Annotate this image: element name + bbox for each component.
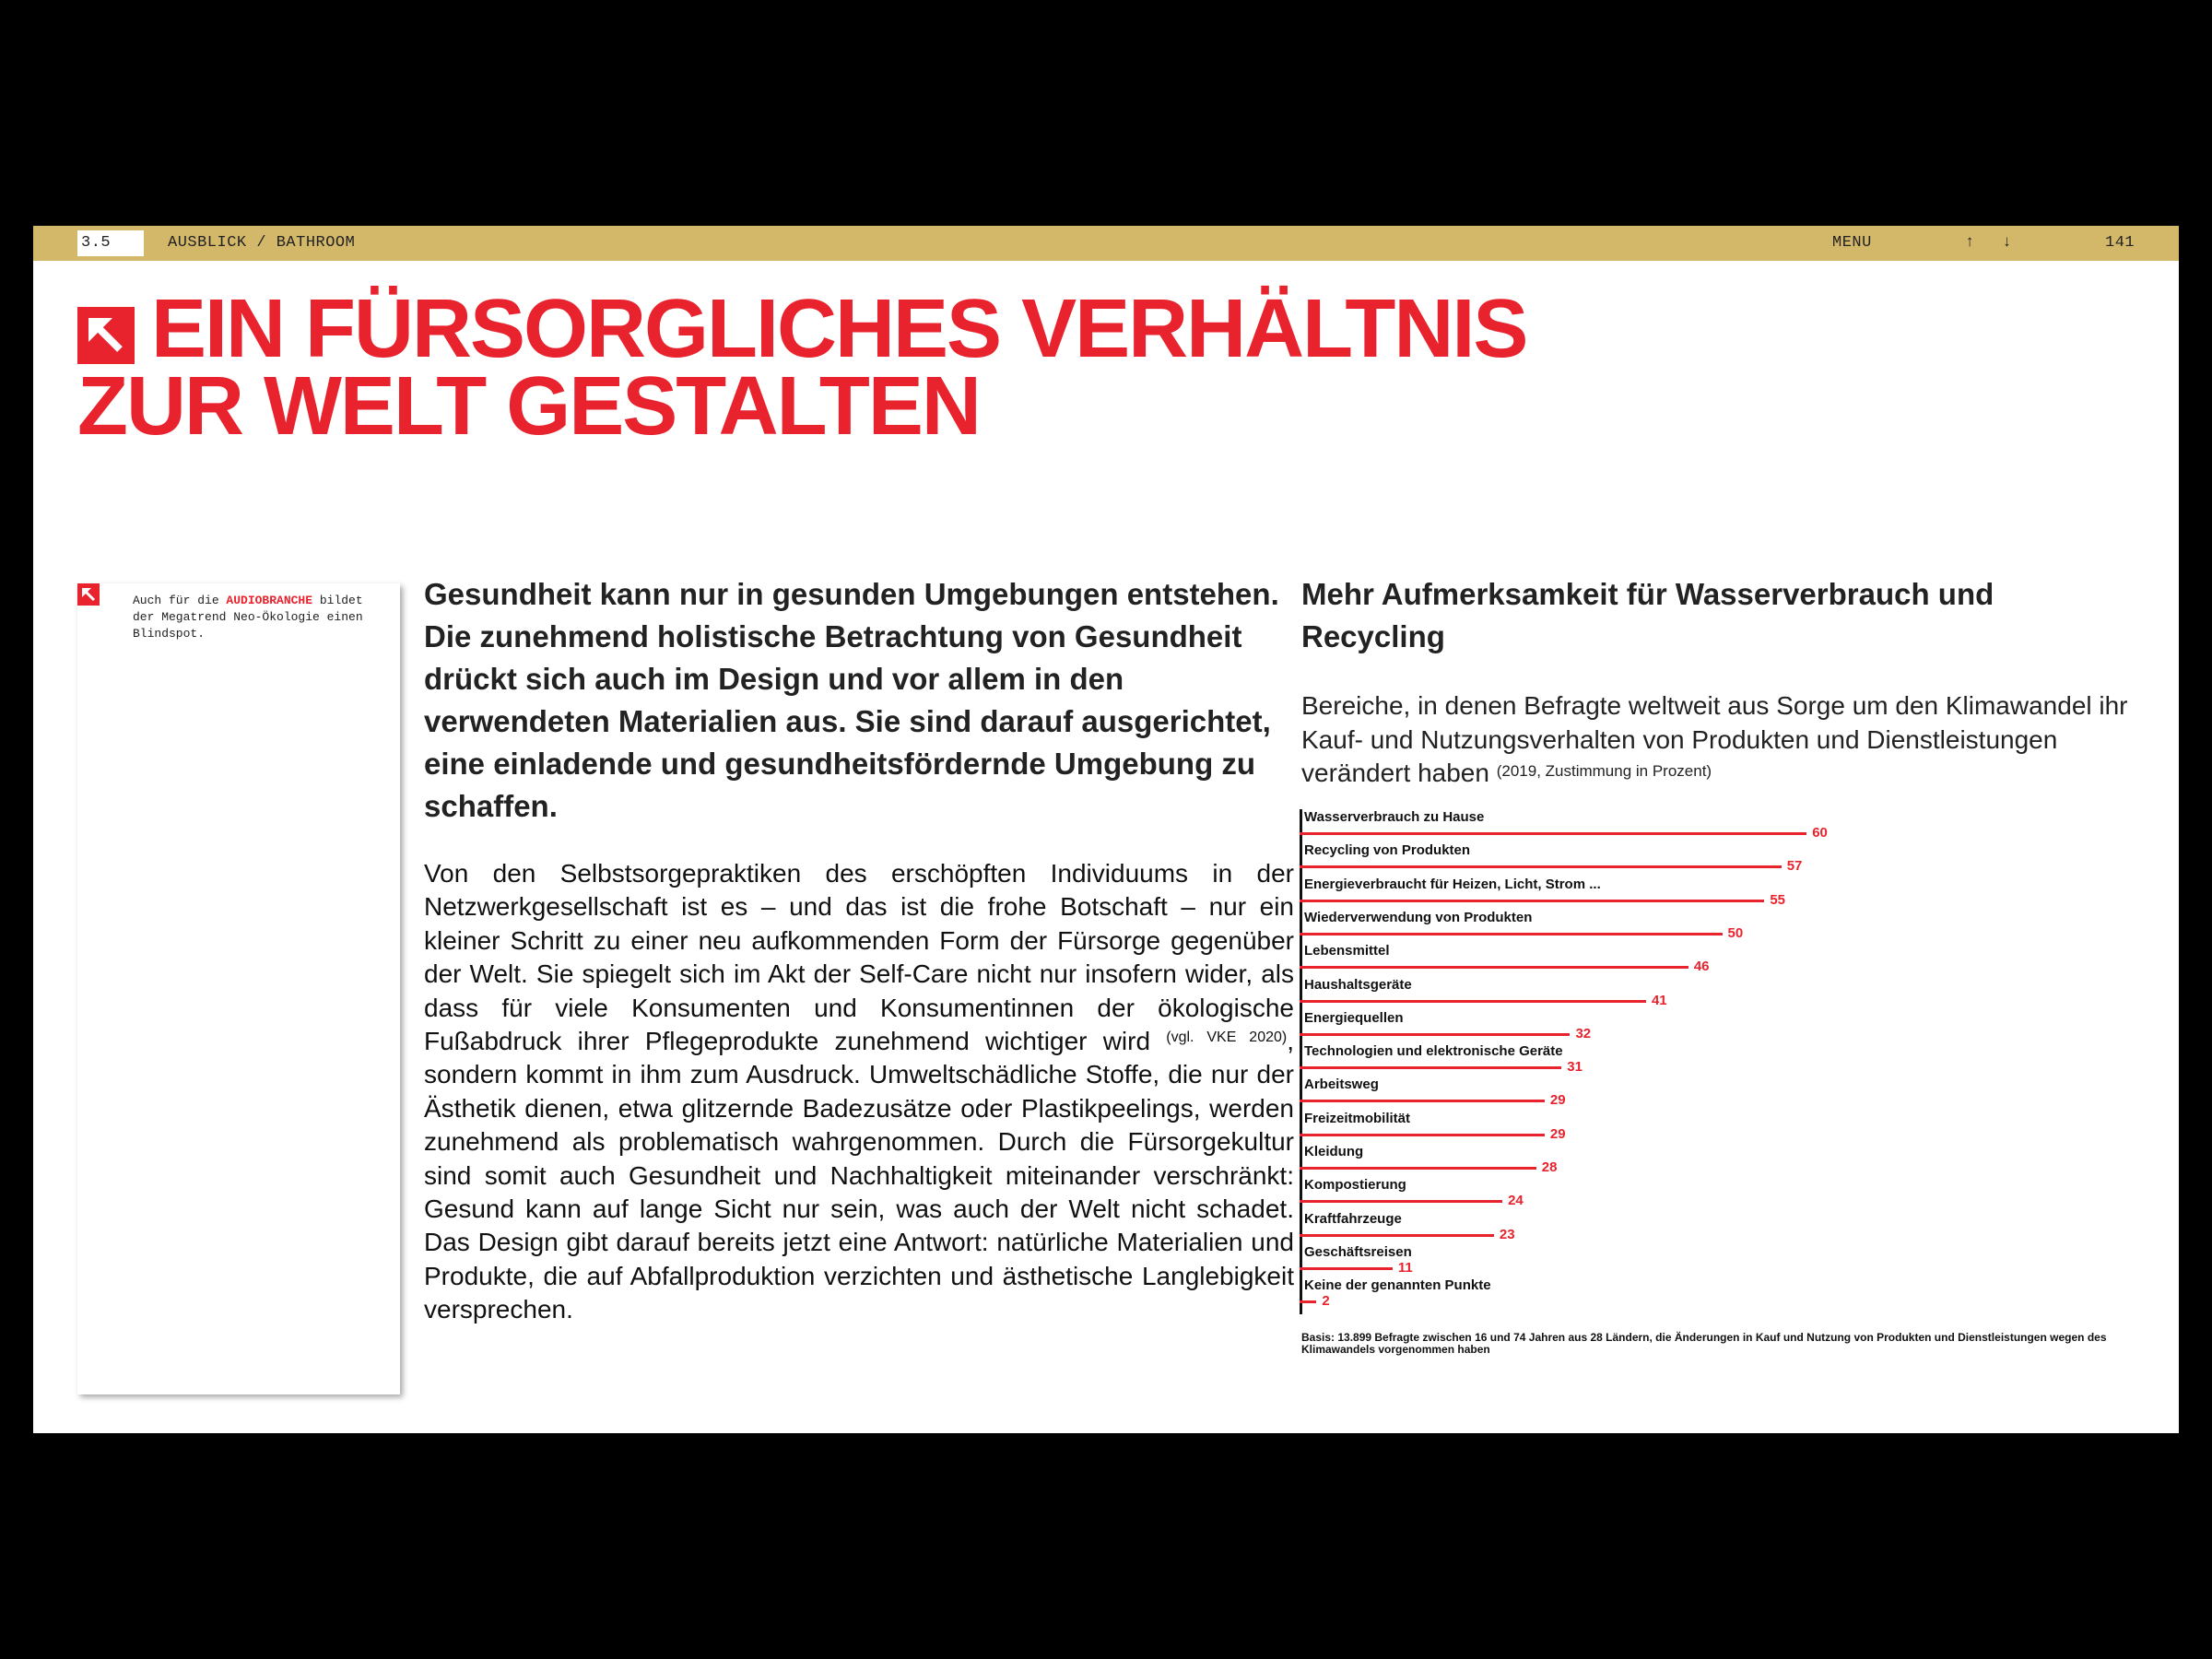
- page-headline: [77, 283, 1552, 453]
- bar: [1300, 1134, 1545, 1136]
- bar: [1300, 1200, 1502, 1203]
- bar-value-label: 46: [1693, 959, 1710, 975]
- bar-value-label: 41: [1651, 992, 1667, 1008]
- bar-value-label: 32: [1575, 1025, 1592, 1041]
- chart-row: [1300, 842, 1963, 876]
- bar-value-label: 29: [1549, 1092, 1566, 1109]
- bar-label: Wiederverwendung von Produkten: [1304, 909, 1533, 925]
- bar: [1300, 966, 1688, 969]
- chart-subtitle: Bereiche, in denen Befragte weltweit aus Sorge um den Klimawandel ihr Kauf- und Nutzungsverhalten von Produkten und Dienstleistungen verändert haben $^{(2019, Zustimmung in Prozent)}$: [1301, 691, 2128, 787]
- chart-subtitle-note: (2019, Zustimmung in Prozent): [1496, 762, 1712, 780]
- side-note-card: [77, 583, 400, 1394]
- page-nav-arrows[interactable]: ↑ ↓: [1965, 234, 2021, 252]
- bar: [1300, 1100, 1545, 1102]
- bar-label: Keine der genannten Punkte: [1304, 1277, 1491, 1294]
- bar-label: Energiequellen: [1304, 1009, 1404, 1026]
- bar-value-label: 11: [1397, 1259, 1413, 1276]
- headline-line-1: EIN FÜRSORGLICHES VERHÄLTNIS: [151, 283, 1527, 375]
- bar-value-label: 23: [1499, 1226, 1515, 1242]
- bar: [1300, 865, 1782, 868]
- chart-row: [1300, 1077, 1963, 1110]
- bar-label: Haushaltsgeräte: [1304, 976, 1412, 993]
- bar: [1300, 1267, 1393, 1270]
- chart-row: [1300, 943, 1963, 976]
- bar-label: Technologien und elektronische Geräte: [1304, 1043, 1563, 1060]
- bar-value-label: 29: [1549, 1125, 1566, 1142]
- chart-row: [1300, 1144, 1963, 1177]
- side-note-highlight[interactable]: AUDIOBRANCHE: [226, 594, 313, 607]
- bar-label: Freizeitmobilität: [1304, 1110, 1411, 1126]
- page: [33, 226, 2179, 1433]
- bar-value-label: 55: [1770, 891, 1786, 908]
- bar-label: Lebensmittel: [1304, 943, 1390, 959]
- bar-value-label: 2: [1322, 1293, 1330, 1310]
- bar-label: Kraftfahrzeuge: [1304, 1210, 1402, 1227]
- bar-label: Kompostierung: [1304, 1177, 1406, 1194]
- bar: [1300, 832, 1806, 835]
- bar: [1300, 1033, 1570, 1036]
- chart-row: [1300, 877, 1963, 910]
- bar: [1300, 1300, 1316, 1303]
- chart-row: [1300, 1111, 1963, 1144]
- bar: [1300, 1066, 1561, 1069]
- side-note-text: Auch für die AUDIOBRANCHE bildet der Megatrend Neo-Ökologie einen Blindspot.: [133, 594, 363, 641]
- section-number[interactable]: 3.5: [77, 230, 144, 256]
- bar: [1300, 1234, 1494, 1237]
- chart-row: [1300, 1177, 1963, 1210]
- bar-value-label: 50: [1727, 924, 1744, 941]
- chart-row: [1300, 910, 1963, 943]
- bar-label: Recycling von Produkten: [1304, 842, 1471, 859]
- menu-button[interactable]: MENU: [1832, 234, 1872, 252]
- chart-row: [1300, 1244, 1963, 1277]
- chart-row: [1300, 1211, 1963, 1244]
- chart-row: [1300, 977, 1963, 1010]
- bar-label: Energieverbraucht für Heizen, Licht, Strom ...: [1304, 876, 1601, 892]
- bar-value-label: 57: [1786, 858, 1803, 875]
- bar-value-label: 60: [1812, 825, 1828, 841]
- headline-line-2: ZUR WELT GESTALTEN: [77, 360, 980, 453]
- chart-title: Mehr Aufmerksamkeit für Wasserverbrauch und Recycling: [1301, 577, 1994, 653]
- chart-row: [1300, 1043, 1963, 1077]
- bar-label: Kleidung: [1304, 1144, 1364, 1159]
- bar: [1300, 933, 1723, 935]
- lead-paragraph: Gesundheit kann nur in gesunden Umgebungen entstehen. Die zunehmend holistische Betrachtung von Gesundheit drückt sich auch im Design und vor allem in den verwendeten Materialien aus. Sie sind darauf ausgerichtet, eine einladende und gesundheitsfördernde Umgebung zu schaffen.: [424, 577, 1279, 823]
- bar: [1300, 900, 1764, 902]
- arrow-up-left-icon: [77, 583, 100, 606]
- bar-value-label: 28: [1541, 1159, 1558, 1175]
- bar-value-label: 31: [1567, 1059, 1583, 1076]
- bar: [1300, 1167, 1536, 1170]
- breadcrumb[interactable]: AUSBLICK / BATHROOM: [168, 234, 356, 252]
- chart-row: [1300, 1010, 1963, 1043]
- body-paragraph: Von den Selbstsorgepraktiken des erschöpften Individuums in der Netzwerkgesellschaft ist es – und das ist die frohe Botschaft – nur ein kleiner Schritt zu einer neu aufkommenden Form der Fürsorge gegenüber der Welt. Sie spiegelt sich im Akt der Self-Care nicht nur insofern wider, als dass für viele Konsumenten und Konsumentinnen der ökologische Fußabdruck ihrer Pflegeprodukte zunehmend wichtiger wird $^{(vgl. VKE 2020)}$, sondern kommt in ihm zum Ausdruck. Umweltschädliche Stoffe, die nur der Ästhetik dienen, etwa glitzernde Badezusätze oder Plastikpeelings, werden zunehmend als problematisch wahrgenommen. Durch die Fürsorgekultur sind somit auch Gesundheit und Nachhaltigkeit miteinander verschränkt: Gesund kann auf lange Sicht nur sein, was auch der Welt nicht schadet. Das Design gibt darauf bereits jetzt eine Antwort: natürliche Materialien und Produkte, die auf Abfallproduktion verzichten und ästhetische Langlebigkeit versprechen.: [424, 859, 1294, 1324]
- page-number: 141: [2105, 234, 2136, 252]
- citation: (vgl. VKE 2020): [1166, 1030, 1288, 1046]
- chart-basis-note: Basis: 13.899 Befragte zwischen 16 und 74 Jahren aus 28 Ländern, die Änderungen in Kauf und Nutzung von Produkten und Dienstleistungen wegen des Klimawandels vorgenommen haben: [1301, 1331, 2107, 1356]
- bar-value-label: 24: [1508, 1193, 1524, 1209]
- bar-label: Geschäftsreisen: [1304, 1243, 1412, 1260]
- top-bar: [33, 226, 2179, 261]
- chart-row: [1300, 1277, 1963, 1311]
- chart-row: [1300, 809, 1963, 842]
- bar: [1300, 1000, 1646, 1003]
- bar-label: Wasserverbrauch zu Hause: [1304, 809, 1485, 825]
- bar-label: Arbeitsweg: [1304, 1077, 1379, 1093]
